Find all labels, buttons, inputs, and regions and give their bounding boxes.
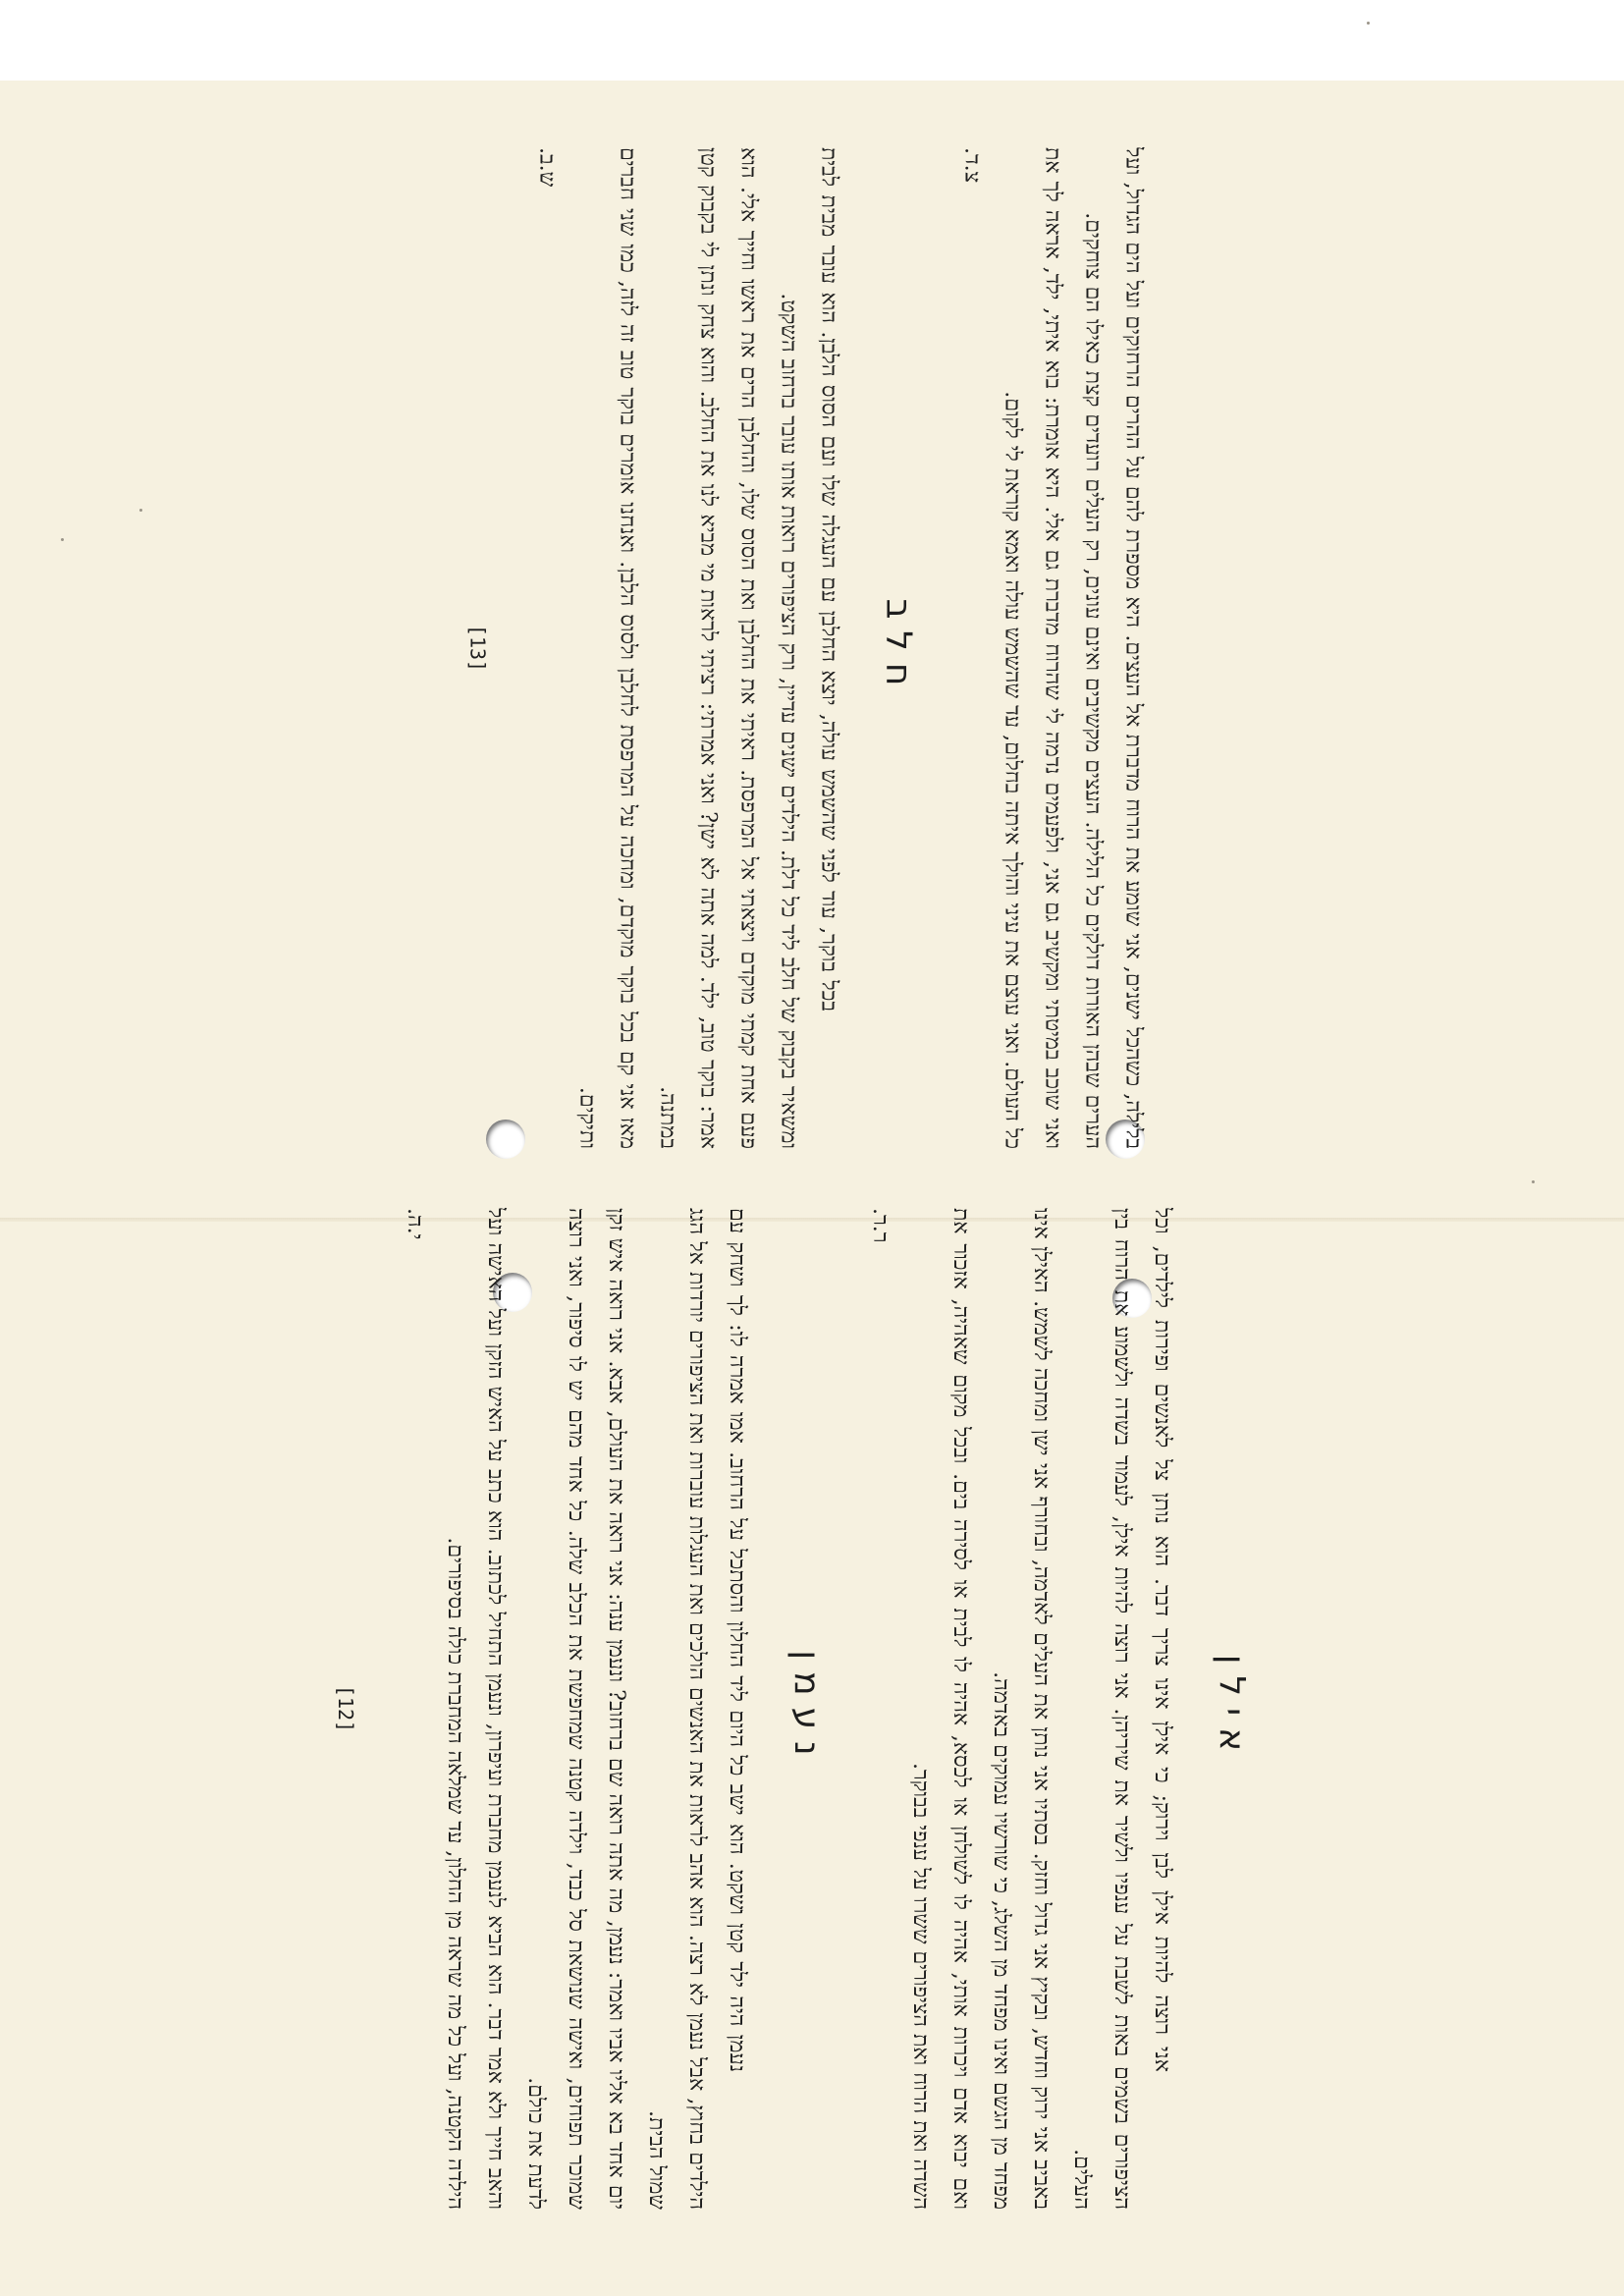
page-12-section-2-title: נעמן: [786, 1650, 827, 1768]
paper-speck: [139, 509, 142, 512]
paper-speck: [61, 538, 64, 541]
page-12-section-1-title: אילן: [1212, 1654, 1252, 1764]
paper-speck: [1367, 22, 1370, 25]
page-12-section-1-paragraph-1: אני רוצה להיות אילן לבן וירוק; כי אילן אינו צריך דבר. הוא נותן צל לאנשים ופירות לילדים, וכל הציפורים בשמים באות לשבת על ענפיו ולשיר את שיריהן. אני רוצה להיות אילן, לעמוד בשדה ולשמוע את הרוח בין העלים.: [1069, 1208, 1174, 2210]
page-13-section-2-paragraph-1: בכל בוקר, עוד לפני שהשמש עולה, יוצא החלבן עם העגלה שלו ועם הסוס הלבן. הוא עובר מבית לבית ומשאיר בקבוק של חלב ליד כל דלת. הילדים ישנים עדיין, ורק הציפורים רואות אותו עובר ברחוב השקט.: [776, 147, 841, 1149]
page-12-section-2-signature: י.ה.: [403, 1208, 427, 1240]
page-13-section-2-paragraph-2: פעם אחת קמתי מוקדם ויצאתי אל המרפסת. ראיתי את החלבן ואת הסוס שלו, והחלבן הרים את ראשו וחייך אלי. הוא אמר: בוקר טוב, ילד. למה אתה לא ישן? ואני אמרתי: רציתי לראות מי מביא לנו את החלב. והוא צחק ונתן לי בקבוק קטן במתנה.: [655, 147, 761, 1149]
page-12-section-1-paragraph-2: באביב אני ירוק וחדש, ובקיץ אני גדול וחזק. בסתיו אני נותן את העלים לאדמה, ובחורף אני ישן ומחכה לשמש. האילן אינו מפחד מן הגשם ואינו מפחד מן השלג, כי שורשיו עמוקים באדמה.: [989, 1208, 1054, 2210]
page-13-section-1-paragraph-1: בלילה, כשהכל ישנים, אני שומע את הרוח מדברת אל העצים. היא מספרת להם על ההרים הרחוקים ועל הים הגדול, ועל הערים שבהן האורות דולקים כל הלילה. העצים מקשיבים ואינם עונים, רק העלים רועדים קצת כאילו הם צוחקים.: [1080, 147, 1146, 1149]
page-12: [325, 1208, 1285, 2210]
page-13-section-2-title: חלב: [878, 598, 919, 698]
page-13-section-1-paragraph-2: ואני שוכב במיטתי ומקשיב גם אני, ולפעמים נדמה לי שהרוח מדברת גם אלי. היא אומרת: בוא איתי, ילד, אראה לך את כל העולם. ואני עוצם את עיני והולך איתה בחלום, עד שהשמש עולה ואמא קוראת לי לקום.: [1000, 147, 1065, 1149]
page-13-number: [13]: [465, 624, 490, 673]
page-13-section-1-signature: צ.ד.: [959, 147, 985, 184]
page-12-number: [12]: [334, 1684, 357, 1733]
page-12-section-1-paragraph-3: ואם יבוא אדם ויכרות אותי, אהיה לו לשולחן או לכסא, אהיה לו לבית או לסירה בים. ובכל מקום שאהיה, אזכור את השדה ואת הרוח ואת הציפורים ששרו על ענפי בבוקר.: [908, 1208, 973, 2210]
page-13-section-2-paragraph-3: מאז אני קם בכל בוקר מוקדם, ומחכה על המרפסת לחלבן ולסוס הלבן. ואנחנו אומרים בוקר טוב זה לזה, כמו שני חברים ותיקים.: [574, 147, 640, 1149]
page-12-section-2-paragraph-2: יום אחד בא אליו אביו ואמר: נעמן, מה אתה רואה שם ברחוב? ונעמן ענה: אני רואה את העולם, אבא. אני רואה איש זקן שמוכר תפוחים, ואישה שנושאת סל כבד, וילדה קטנה שמחפשת את הכלב שלה. כל אחד מהם יש לו סיפור, ואני רוצה לדעת את כולם.: [523, 1208, 628, 2210]
page-12-section-2-paragraph-1: נעמן היה ילד קטן ושקט. הוא ישב כל היום ליד החלון והסתכל על הרחוב. אמו אמרה לו: לך ושחק עם הילדים בחוץ, אבל נעמן לא רצה. הוא אהב לראות את האנשים הולכים ואת העגלות עוברות ואת הציפורים יורדות אל הגג שמול הבית.: [644, 1208, 749, 2210]
paper-speck: [1532, 1180, 1535, 1183]
page-13-section-2-signature: ש.ב.: [534, 147, 560, 188]
page-12-section-1-signature: ר.ר.: [868, 1208, 893, 1243]
page-12-section-2-paragraph-3: והאב חייך ולא אמר דבר. הוא הביא לנעמן מחברת ועיפרון, ונעמן התחיל לכתוב. הוא כתב על האיש הזקן ועל האישה ועל הילדה הקטנה, ועל כל מה שראה מן החלון, עד שמלאה המחברת כולה בסיפורים.: [443, 1208, 508, 2210]
page-13: [458, 147, 1154, 1149]
